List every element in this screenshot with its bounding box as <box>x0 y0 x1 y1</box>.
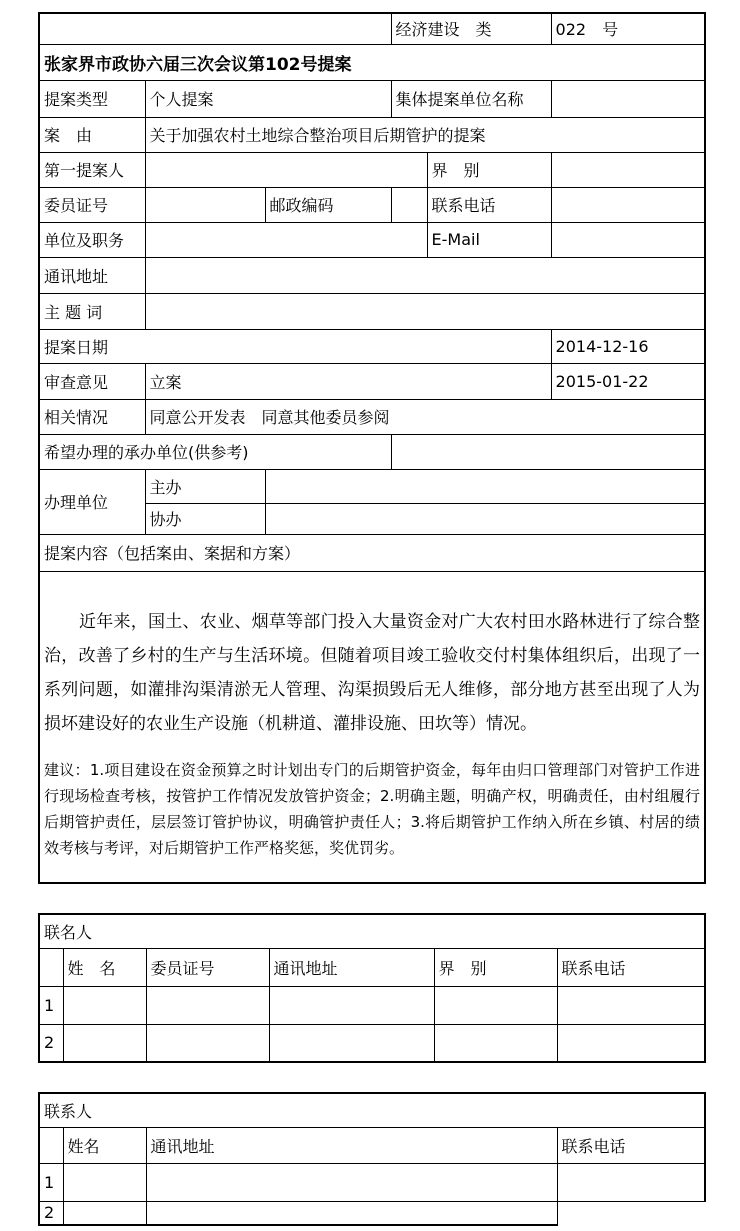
proposal-type-value: 个人提案 <box>145 80 391 117</box>
email-value <box>551 222 705 257</box>
contact-row-2-no: 2 <box>39 1201 63 1225</box>
proposal-title: 张家界市政协六届三次会议第102号提案 <box>39 44 705 80</box>
contact-row-2 <box>39 1201 705 1225</box>
postal-code-label: 邮政编码 <box>265 187 391 222</box>
contact-header-phone: 联系电话 <box>557 1127 705 1163</box>
joint-row-1-name <box>63 986 146 1024</box>
main-handler-value <box>265 469 705 503</box>
row-address <box>39 257 705 293</box>
email-label: E-Mail <box>427 222 551 257</box>
hope-unit-label: 希望办理的承办单位(供参考) <box>39 434 391 469</box>
joint-row-2 <box>39 1024 705 1062</box>
address-label: 通讯地址 <box>39 257 145 293</box>
co-handler-value <box>265 503 705 534</box>
sector-value <box>551 152 705 187</box>
review-value: 立案 <box>145 363 551 399</box>
row-content-body <box>39 571 705 883</box>
phone-value <box>551 187 705 222</box>
member-id-value <box>145 187 265 222</box>
first-proposer-label: 第一提案人 <box>39 152 145 187</box>
case-label: 案 由 <box>39 117 145 152</box>
joint-header-phone: 联系电话 <box>557 948 705 986</box>
row-case <box>39 117 705 152</box>
category-cell: 经济建设 类 <box>391 13 551 44</box>
handling-unit-label: 办理单位 <box>39 469 145 534</box>
joint-row-2-member-id <box>146 1024 269 1062</box>
joint-row-2-phone <box>557 1024 705 1062</box>
postal-code-value <box>391 187 427 222</box>
row-member-id <box>39 187 705 222</box>
phone-label: 联系电话 <box>427 187 551 222</box>
row-related <box>39 399 705 434</box>
joint-header-member-id: 委员证号 <box>146 948 269 986</box>
related-label: 相关情况 <box>39 399 145 434</box>
joint-header-sector: 界 别 <box>434 948 557 986</box>
contact-row-1-phone <box>557 1163 705 1201</box>
case-value: 关于加强农村土地综合整治项目后期管护的提案 <box>145 117 705 152</box>
joint-row-2-no: 2 <box>39 1024 63 1062</box>
joint-header-index <box>39 948 63 986</box>
unit-position-label: 单位及职务 <box>39 222 145 257</box>
contact-row-1 <box>39 1163 705 1201</box>
contact-row-1-address <box>146 1163 557 1201</box>
contact-row-2-address <box>146 1201 557 1225</box>
content-body <box>39 571 705 883</box>
contact-row-1-no: 1 <box>39 1163 63 1201</box>
joint-signers-table <box>38 913 706 1063</box>
content-paragraph-1: 近年来，国土、农业、烟草等部门投入大量资金对广大农村田水路林进行了综合整治，改善了乡村的生产与生活环境。但随着项目竣工验收交付村集体组织后，出现了一系列问题，如灌排沟渠清淤无人管理、沟渠损毁后无人维修，部分地方甚至出现了人为损坏建设好的农业生产设施（机耕道、灌排设施、田坎等）情况。 <box>44 611 701 734</box>
row-review <box>39 363 705 399</box>
related-value: 同意公开发表 同意其他委员参阅 <box>145 399 705 434</box>
joint-row-1-no: 1 <box>39 986 63 1024</box>
review-date-value: 2015-01-22 <box>551 363 705 399</box>
joint-header-name: 姓 名 <box>63 948 146 986</box>
row-first-proposer <box>39 152 705 187</box>
joint-row-2-name <box>63 1024 146 1062</box>
sector-label: 界 别 <box>427 152 551 187</box>
keywords-value <box>145 293 705 329</box>
first-proposer-value <box>145 152 427 187</box>
joint-row-1 <box>39 986 705 1024</box>
contact-persons-table <box>38 1092 706 1226</box>
contact-row-2-name <box>63 1201 146 1225</box>
row-proposal-type <box>39 80 705 117</box>
joint-title-row <box>39 914 705 948</box>
classification-empty-cell <box>39 13 391 44</box>
joint-row-2-address <box>269 1024 434 1062</box>
keywords-label: 主 题 词 <box>39 293 145 329</box>
joint-row-2-sector <box>434 1024 557 1062</box>
content-header: 提案内容（包括案由、案据和方案） <box>39 534 705 571</box>
row-classification <box>39 13 705 44</box>
row-keywords <box>39 293 705 329</box>
joint-row-1-sector <box>434 986 557 1024</box>
date-label: 提案日期 <box>39 329 551 363</box>
row-title <box>39 44 705 80</box>
row-date <box>39 329 705 363</box>
joint-row-1-phone <box>557 986 705 1024</box>
proposal-type-label: 提案类型 <box>39 80 145 117</box>
row-unit-position <box>39 222 705 257</box>
joint-header-row <box>39 948 705 986</box>
number-cell: 022 号 <box>551 13 705 44</box>
collective-unit-label: 集体提案单位名称 <box>391 80 551 117</box>
unit-position-value <box>145 222 427 257</box>
contact-header-address: 通讯地址 <box>146 1127 557 1163</box>
contact-row-1-name <box>63 1163 146 1201</box>
member-id-label: 委员证号 <box>39 187 145 222</box>
contact-header-row <box>39 1127 705 1163</box>
joint-row-1-member-id <box>146 986 269 1024</box>
collective-unit-value <box>551 80 705 117</box>
row-hope-unit <box>39 434 705 469</box>
content-paragraph-2: 建议：1.项目建设在资金预算之时计划出专门的后期管护资金，每年由归口管理部门对管护工作进行现场检查考核，按管护工作情况发放管护资金；2.明确主题，明确产权，明确责任，由村组履行后期管护责任，层层签订管护协议，明确管护责任人；3.将后期管护工作纳入所在乡镇、村居的绩效考核与考评，对后期管护工作严格奖惩，奖优罚劣。 <box>44 760 701 857</box>
proposal-main-table <box>38 12 706 884</box>
contact-header-index <box>39 1127 63 1163</box>
review-label: 审查意见 <box>39 363 145 399</box>
joint-row-1-address <box>269 986 434 1024</box>
address-value <box>145 257 705 293</box>
contact-row-2-phone <box>557 1201 705 1225</box>
row-content-header <box>39 534 705 571</box>
joint-header-address: 通讯地址 <box>269 948 434 986</box>
hope-unit-value <box>391 434 705 469</box>
contact-header-name: 姓名 <box>63 1127 146 1163</box>
main-handler-label: 主办 <box>145 469 265 503</box>
date-value: 2014-12-16 <box>551 329 705 363</box>
contact-persons-title: 联系人 <box>39 1093 705 1127</box>
row-main-handler <box>39 469 705 503</box>
joint-signers-title: 联名人 <box>39 914 705 948</box>
co-handler-label: 协办 <box>145 503 265 534</box>
contact-title-row <box>39 1093 705 1127</box>
